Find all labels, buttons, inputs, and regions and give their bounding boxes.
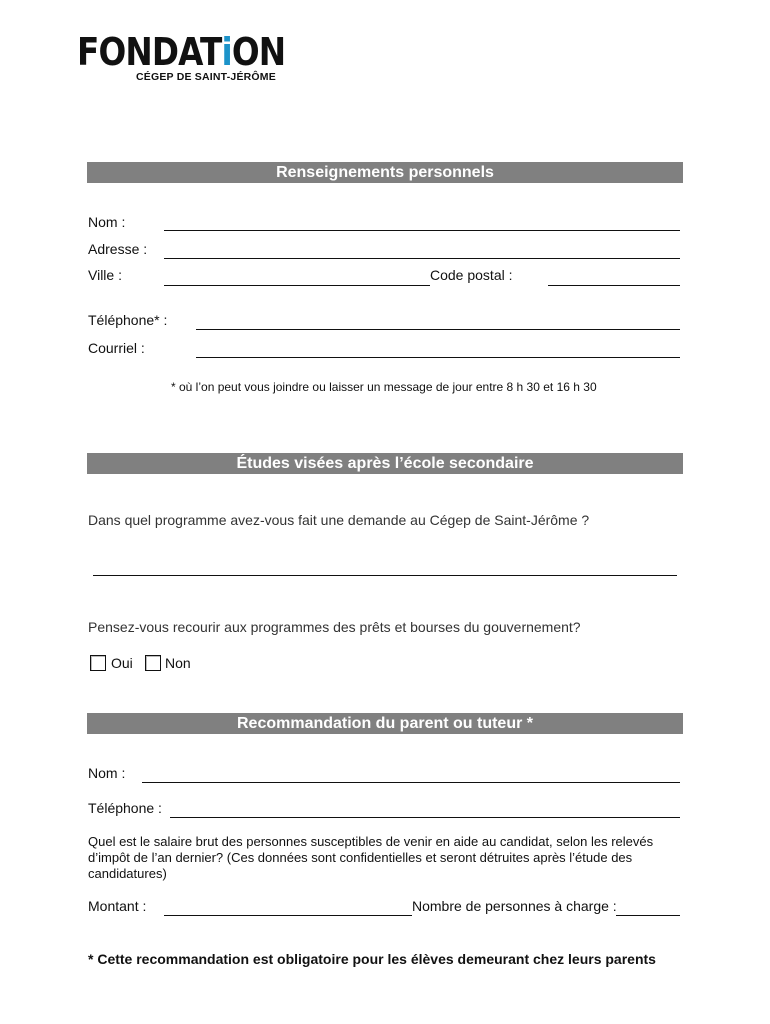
salaire-question: Quel est le salaire brut des personnes susceptibles de venir en aide au candidat, selon les relevés d’impôt de l’an dernier? (Ces données sont confidentielles et seront détruites après l’étude des candidatures): [88, 834, 654, 881]
telephone-label: Téléphone* :: [88, 312, 168, 328]
parent-nom-field[interactable]: [142, 782, 680, 783]
code-postal-label: Code postal :: [430, 267, 513, 283]
programme-question: Dans quel programme avez-vous fait une demande au Cégep de Saint-Jérôme ?: [88, 512, 590, 528]
parent-telephone-field[interactable]: [170, 817, 680, 818]
ville-label: Ville :: [88, 267, 122, 283]
oui-label: Oui: [111, 655, 133, 671]
logo-text-suffix: ON: [231, 30, 286, 74]
montant-field[interactable]: [164, 915, 412, 916]
section-header-recommandation: Recommandation du parent ou tuteur *: [87, 713, 683, 734]
adresse-label: Adresse :: [88, 241, 148, 257]
parent-nom-label: Nom :: [88, 765, 126, 781]
code-postal-field[interactable]: [548, 285, 680, 286]
ville-field[interactable]: [164, 285, 430, 286]
fondation-logo: [77, 30, 285, 74]
recommandation-footnote: * Cette recommandation est obligatoire pour les élèves demeurant chez leurs parents: [88, 951, 656, 967]
courriel-field[interactable]: [196, 357, 680, 358]
oui-checkbox[interactable]: [90, 655, 106, 671]
logo-text-prefix: FONDAT: [77, 30, 222, 74]
section-header-renseignements: Renseignements personnels: [87, 162, 683, 183]
section-header-etudes: Études visées après l’école secondaire: [87, 453, 683, 474]
parent-telephone-label: Téléphone :: [88, 800, 162, 816]
telephone-note: * où l’on peut vous joindre ou laisser un message de jour entre 8 h 30 et 16 h 30: [171, 380, 597, 394]
adresse-field[interactable]: [164, 258, 680, 259]
non-checkbox[interactable]: [145, 655, 161, 671]
personnes-charge-field[interactable]: [616, 915, 680, 916]
logo-text-accent: i: [221, 30, 232, 74]
nom-field[interactable]: [164, 230, 680, 231]
logo-subtitle: CÉGEP DE SAINT-JÉRÔME: [136, 71, 276, 83]
montant-label: Montant :: [88, 898, 147, 914]
nom-label: Nom :: [88, 214, 126, 230]
programme-field[interactable]: [93, 575, 677, 576]
telephone-field[interactable]: [196, 329, 680, 330]
personnes-charge-label: Nombre de personnes à charge :: [412, 898, 617, 914]
courriel-label: Courriel :: [88, 340, 145, 356]
prets-bourses-question: Pensez-vous recourir aux programmes des prêts et bourses du gouvernement?: [88, 619, 581, 635]
non-label: Non: [165, 655, 191, 671]
